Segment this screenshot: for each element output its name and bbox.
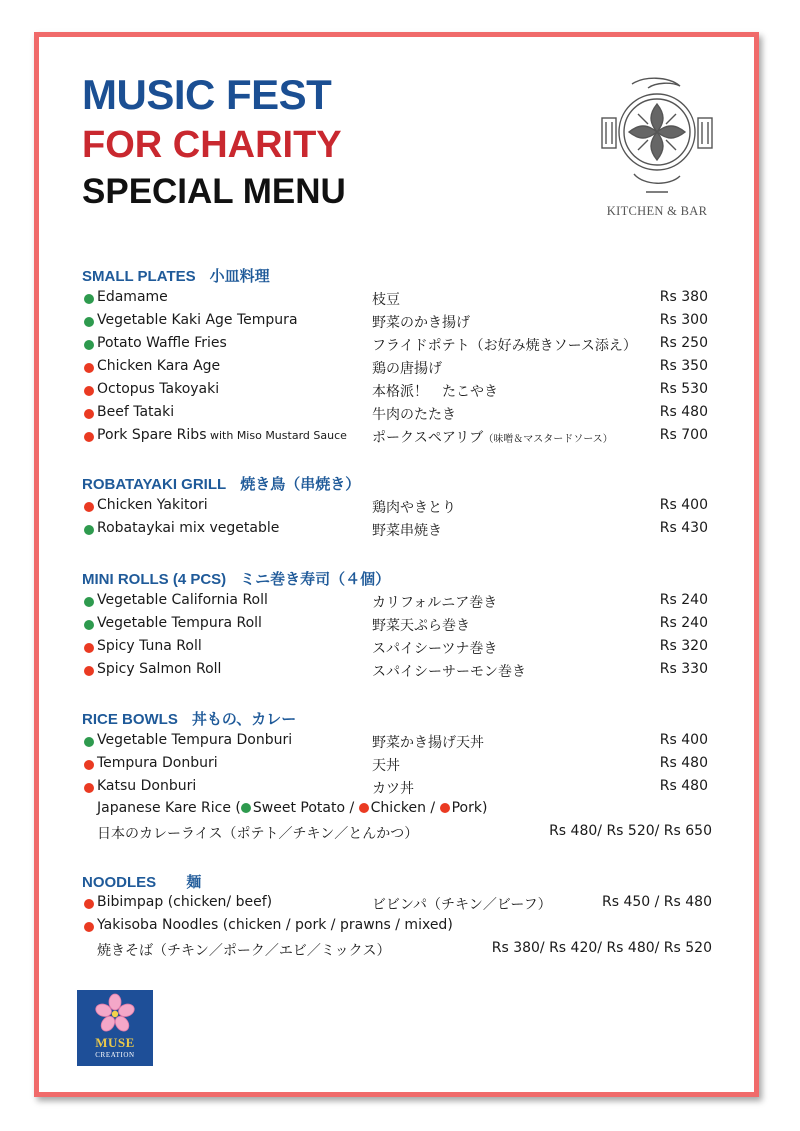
menu-item <box>84 755 716 777</box>
section-rice-bowls <box>82 708 296 729</box>
section-noodles <box>82 871 201 892</box>
item-name-jp: 本格派！ たこやき <box>372 384 498 400</box>
section-small-plates <box>82 265 270 286</box>
item-name-en: Tempura Donburi <box>97 755 218 771</box>
menu-item <box>84 520 716 542</box>
item-price: Rs 400 <box>659 497 708 513</box>
menu-item <box>84 289 716 311</box>
title-music-fest: MUSIC FEST <box>82 71 332 118</box>
veg-dot-icon <box>84 525 94 535</box>
menu-item <box>84 592 716 614</box>
menu-item-yakisoba <box>84 917 716 939</box>
nonveg-dot-icon <box>84 666 94 676</box>
kare-option-pork: Pork) <box>451 800 488 816</box>
veg-dot-icon <box>84 737 94 747</box>
section-title-en: MINI ROLLS (4 PCS) <box>82 571 227 588</box>
menu-item <box>84 661 716 683</box>
nonveg-dot-icon <box>84 922 94 932</box>
item-name-sub: with Miso Mustard Sauce <box>206 429 347 442</box>
kare-prefix: Japanese Kare Rice ( <box>97 800 241 816</box>
menu-item <box>84 404 716 426</box>
item-price: Rs 400 <box>659 732 708 748</box>
item-name-jp: 鶏の唐揚げ <box>372 361 442 377</box>
kare-rice-line <box>97 800 487 816</box>
item-price: Rs 480 <box>659 755 708 771</box>
nonveg-dot-icon <box>84 409 94 419</box>
item-price: Rs 450 / Rs 480 <box>601 894 712 910</box>
cherry-blossom-icon <box>77 990 153 1036</box>
nonveg-dot-icon <box>84 432 94 442</box>
item-name-jp: カリフォルニア巻き <box>372 595 498 611</box>
item-name-en: Chicken Kara Age <box>97 358 221 374</box>
section-title-jp: ミニ巻き寿司（４個） <box>240 571 391 588</box>
menu-item <box>84 335 716 357</box>
item-price: Rs 480 <box>659 404 708 420</box>
veg-dot-icon <box>84 317 94 327</box>
item-price: Rs 350 <box>659 358 708 374</box>
item-price: Rs 240 <box>659 592 708 608</box>
menu-item <box>84 358 716 380</box>
item-name-jp: フライドポテト（お好み焼きソース添え） <box>372 338 637 354</box>
menu-item <box>84 732 716 754</box>
item-name-jp: 野菜のかき揚げ <box>372 315 470 331</box>
item-name-en: Robataykai mix vegetable <box>97 520 280 536</box>
item-price: Rs 530 <box>659 381 708 397</box>
section-mini-rolls <box>82 568 390 589</box>
menu-item <box>84 427 716 449</box>
item-name-jp: 野菜串焼き <box>372 523 442 539</box>
item-name-en: Yakisoba Noodles (chicken / pork / prawns / mixed) <box>97 917 453 933</box>
item-name-jp-main: ポークスペアリブ <box>372 430 484 446</box>
item-name-en: Potato Waffle Fries <box>97 335 227 351</box>
veg-dot-icon <box>84 597 94 607</box>
item-name-en: Vegetable Tempura Donburi <box>97 732 293 748</box>
nonveg-dot-icon <box>84 386 94 396</box>
section-title-jp: 麺 <box>186 874 202 891</box>
item-price: Rs 320 <box>659 638 708 654</box>
item-name-jp: 野菜天ぷら巻き <box>372 618 470 634</box>
menu-item-bibimpap <box>84 894 716 916</box>
item-name-en: Bibimpap (chicken/ beef) <box>97 894 273 910</box>
item-name-jp <box>372 427 613 447</box>
kare-rice-price: Rs 480/ Rs 520/ Rs 650 <box>549 823 712 839</box>
yakisoba-jp: 焼きそば（チキン／ポーク／エビ／ミックス） <box>97 943 391 959</box>
item-name-jp: 牛肉のたたき <box>372 407 456 423</box>
menu-item <box>84 638 716 660</box>
kare-option-chicken: Chicken / <box>370 800 436 816</box>
item-name-jp: 野菜かき揚げ天丼 <box>372 735 484 751</box>
nonveg-dot-icon <box>440 803 450 813</box>
section-title-en: ROBATAYAKI GRILL <box>82 476 227 493</box>
item-price: Rs 240 <box>659 615 708 631</box>
menu-item <box>84 615 716 637</box>
veg-dot-icon <box>84 294 94 304</box>
item-price: Rs 430 <box>659 520 708 536</box>
veg-dot-icon <box>84 620 94 630</box>
section-robatayaki <box>82 473 360 494</box>
restaurant-logo-icon <box>598 74 716 224</box>
muse-name: MUSE <box>95 1035 135 1050</box>
title-special-menu: SPECIAL MENU <box>82 172 346 211</box>
muse-creation-logo <box>77 990 153 1066</box>
item-price: Rs 480 <box>659 778 708 794</box>
item-name-jp: 枝豆 <box>372 292 400 308</box>
item-name-en <box>97 427 347 443</box>
veg-dot-icon <box>241 803 251 813</box>
nonveg-dot-icon <box>84 502 94 512</box>
item-name-en: Octopus Takoyaki <box>97 381 220 397</box>
item-name-jp: ビビンパ（チキン／ビーフ） <box>372 897 552 913</box>
menu-item <box>84 312 716 334</box>
item-name-en: Vegetable California Roll <box>97 592 268 608</box>
item-name-jp: スパイシーサーモン巻き <box>372 664 526 680</box>
muse-sub: CREATION <box>95 1051 135 1059</box>
menu-item <box>84 778 716 800</box>
section-title-jp: 小皿料理 <box>209 268 270 285</box>
item-price: Rs 700 <box>659 427 708 443</box>
nonveg-dot-icon <box>84 783 94 793</box>
section-title-en: RICE BOWLS <box>82 711 178 728</box>
item-name-en: Chicken Yakitori <box>97 497 208 513</box>
item-name-en: Spicy Salmon Roll <box>97 661 222 677</box>
yakisoba-price: Rs 380/ Rs 420/ Rs 480/ Rs 520 <box>491 940 712 956</box>
nonveg-dot-icon <box>359 803 369 813</box>
section-title-en: SMALL PLATES <box>82 268 196 285</box>
veg-dot-icon <box>84 340 94 350</box>
menu-item <box>84 381 716 403</box>
kitchen-bar-label: KITCHEN & BAR <box>606 204 708 218</box>
menu-item <box>84 497 716 519</box>
item-name-jp: 天丼 <box>372 758 400 774</box>
item-price: Rs 330 <box>659 661 708 677</box>
item-name-jp: スパイシーツナ巻き <box>372 641 498 657</box>
item-price: Rs 380 <box>659 289 708 305</box>
item-name-en: Edamame <box>97 289 168 305</box>
item-price: Rs 250 <box>659 335 708 351</box>
item-name-jp: 鶏肉やきとり <box>372 500 456 516</box>
item-name-main: Pork Spare Ribs <box>97 427 207 443</box>
nonveg-dot-icon <box>84 760 94 770</box>
nonveg-dot-icon <box>84 643 94 653</box>
kare-rice-jp: 日本のカレーライス（ポテト／チキン／とんかつ） <box>97 826 419 842</box>
section-title-en: NOODLES <box>82 874 157 891</box>
item-name-en: Beef Tataki <box>97 404 175 420</box>
section-title-jp: 丼もの、カレー <box>191 711 297 728</box>
item-name-jp-sub: （味噌＆マスタードソース） <box>483 434 613 445</box>
title-for-charity: FOR CHARITY <box>82 124 342 166</box>
kare-option-sweet-potato: Sweet Potato / <box>252 800 355 816</box>
item-name-en: Vegetable Kaki Age Tempura <box>97 312 298 328</box>
item-name-en: Spicy Tuna Roll <box>97 638 202 654</box>
item-name-en: Katsu Donburi <box>97 778 197 794</box>
nonveg-dot-icon <box>84 899 94 909</box>
item-price: Rs 300 <box>659 312 708 328</box>
nonveg-dot-icon <box>84 363 94 373</box>
item-name-en: Vegetable Tempura Roll <box>97 615 262 631</box>
item-name-jp: カツ丼 <box>372 781 414 797</box>
section-title-jp: 焼き鳥（串焼き） <box>240 476 361 493</box>
